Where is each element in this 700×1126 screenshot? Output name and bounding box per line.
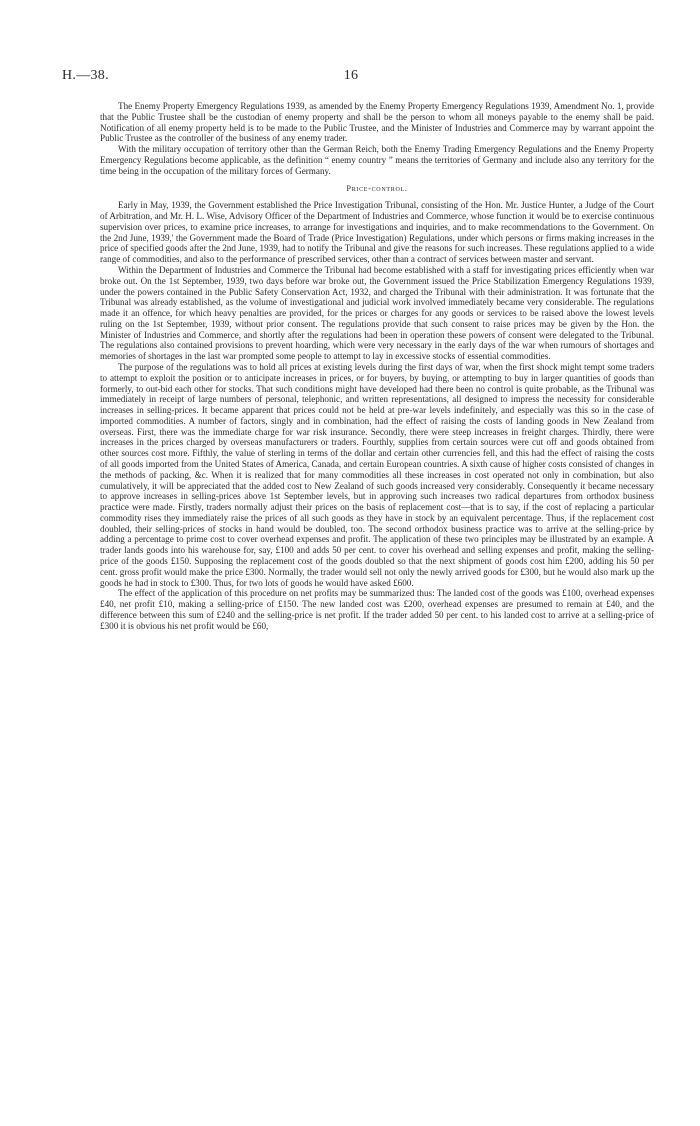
section-heading: Price-control. [346, 184, 408, 194]
report-reference: H.—38. [62, 68, 109, 83]
paragraph: Early in May, 1939, the Government established the Price Investigation Tribunal, consisting of the Hon. Mr. Justice Hunter, a Judge of the Court of Arbitration, and Mr. H. L. Wise, Advisory Officer of the Department of Industries and Commerce, whose function it would be to exercise continuous supervision over prices, to examine price increases, to arrange for investigations and inquiries, and to make recommendations to the Government. On the 2nd June, 1939,' the Government made the Board of Trade (Price Investigation) Regulations, under which persons or firms making increases in the price of specified goods after the 2nd June, 1939, had to notify the Tribunal and give the reasons for such increases. These regulations applied to a wide range of commodities, and also to the performance of prescribed services, other than a contract of services between master and servant. [100, 200, 654, 265]
paragraph: The purpose of the regulations was to hold all prices at existing levels during the first days of war, when the first shock might tempt some traders to attempt to exploit the position or to anticipate increases in prices, or for buyers, by buying, or attempting to buy in larger quantities of goods than formerly, to out-bid each other for stocks. That such conditions might have developed had there been no control is quite probable, as the Tribunal was immediately in receipt of large numbers of personal, telephonic, and written representations, all designed to impress the necessity for considerable increases in selling-prices. It became apparent that prices could not be held at pre-war levels indefinitely, and especially was this so in the case of imported commodities. A number of factors, singly and in combination, had the effect of raising the costs of landing goods in New Zealand from overseas. First, there was the immediate charge for war risk insurance. Secondly, there were steep increases in freight charges. Thirdly, there were increases in the prices charged by overseas manufacturers or traders. Fourthly, supplies from certain sources were cut off and goods obtained from other sources cost more. Fifthly, the value of sterling in terms of the dollar and certain other currencies fell, and this had the effect of raising the costs of all goods imported from the United States of America, Canada, and certain European countries. A sixth cause of higher costs consisted of changes in the methods of packing, &c. When it is realized that for many commodities all these increases in cost operated not only in combination, but also cumulatively, it will be appreciated that the added cost to New Zealand of such goods increased very considerably. Consequently it became necessary to approve increases in selling-prices above 1st September levels, but in approving such increases two radical departures from orthodox business practice were made. Firstly, traders normally adjust their prices on the basis of replacement cost—that is to say, if the cost of replacing a particular commodity rises they immediately raise the prices of all such goods as they have in stock by an equivalent percentage. Thus, if the replacement cost doubled, their selling-prices of stocks in hand would be doubled, too. The second orthodox business practice was to arrive at the selling-price by adding a percentage to prime cost to cover overhead expenses and profit. The application of these two principles may be illustrated by an example. A trader lands goods into his warehouse for, say, £100 and adds 50 per cent. to cover his overhead and selling expenses and profit, making the selling-price of the goods £150. Supposing the replacement cost of the goods doubled so that the next shipment of goods cost him £200, adding his 50 per cent. gross profit would make the price £300. Normally, the trader would sell not only the newly arrived goods for £300, but he would also mark up the goods he had in stock to £300. Thus, for two lots of goods he would have asked £600. [100, 361, 654, 588]
page-number: 16 [343, 68, 359, 83]
paragraph: With the military occupation of territory other than the German Reich, both the Enemy Trading Emergency Regulations and the Enemy Property Emergency Regulations become applicable, as the definition “ enemy country ” means the territories of Germany and include also any territory for the time being in the occupation of the military forces of Germany. [100, 144, 654, 176]
body-text [100, 101, 654, 632]
paragraph: The Enemy Property Emergency Regulations 1939, as amended by the Enemy Property Emergency Regulations 1939, Amendment No. 1, provide that the Public Trustee shall be the custodian of enemy property and shall be the person to whom all moneys payable to the enemy shall be paid. Notification of all enemy property held is to be made to the Public Trustee, and the Minister of Industries and Commerce may by warrant appoint the Public Trustee as the controller of the business of any enemy trader. [100, 101, 654, 144]
paragraph: Within the Department of Industries and Commerce the Tribunal had become established with a staff for investigating prices efficiently when war broke out. On the 1st September, 1939, two days before war broke out, the Government issued the Price Stabilization Emergency Regulations 1939, under the powers contained in the Public Safety Conservation Act, 1932, and charged the Tribunal with their administration. It was fortunate that the Tribunal was already established, as the volume of investigational and judicial work involved immediately became very considerable. The regulations made it an offence, for which heavy penalties are provided, for the prices or charges for any goods or services to be raised above the lowest levels ruling on the 1st September, 1939, without prior consent. The regulations provide that such consent to raise prices may be given by the Hon. the Minister of Industries and Commerce, and shortly after the regulations had been in operation these powers of consent were delegated to the Tribunal. The regulations also contained provisions to prevent hoarding, which were very necessary in the early days of the war when rumours of shortages and memories of shortages in the last war prompted some people to attempt to lay in excessive stocks of essential commodities. [100, 264, 654, 362]
paragraph: The effect of the application of this procedure on net profits may be summarized thus: The landed cost of the goods was £100, overhead expenses £40, net profit £10, making a selling-price of £150. The new landed cost was £200, overhead expenses are presumed to remain at £40, and the difference between this sum of £240 and the selling-price is net profit. If the trader added 50 per cent. to his landed cost to arrive at a selling-price of £300 it is obvious his net profit would be £60, [100, 588, 654, 631]
page-header [62, 68, 640, 86]
